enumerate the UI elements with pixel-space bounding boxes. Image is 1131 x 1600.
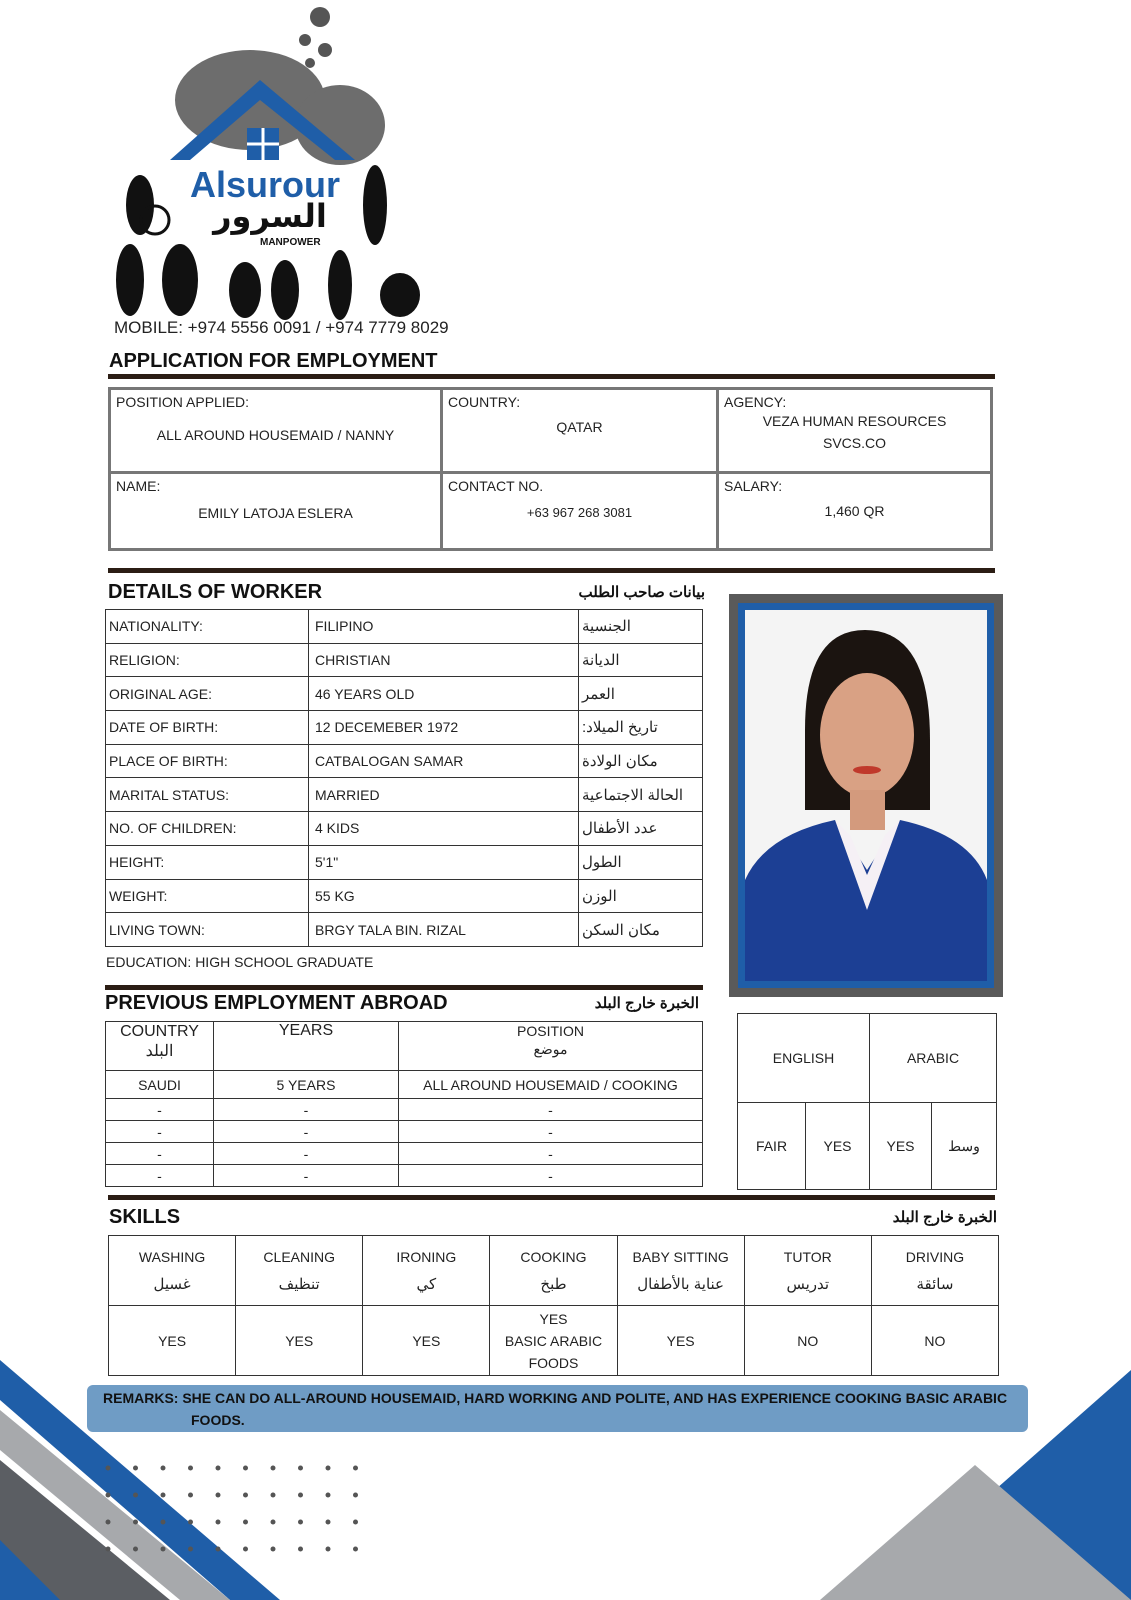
decor-dot: [133, 1547, 138, 1552]
skill-name-arabic: تنظيف: [278, 1275, 320, 1293]
svg-text:Alsurour: Alsurour: [190, 164, 341, 205]
svg-text:MANPOWER: MANPOWER: [260, 237, 321, 248]
decor-dot: [216, 1466, 221, 1471]
detail-value: 4 KIDS: [309, 812, 579, 846]
worker-photo: [729, 594, 1003, 997]
detail-value: FILIPINO: [309, 610, 579, 644]
divider: [108, 568, 995, 573]
employment-position: -: [399, 1165, 703, 1187]
header-position: POSITION: [517, 1023, 584, 1039]
decor-dot: [106, 1466, 111, 1471]
details-title-arabic: بيانات صاحب الطلب: [578, 584, 705, 601]
detail-arabic-label: الطول: [579, 845, 703, 879]
decor-dot: [106, 1493, 111, 1498]
previous-employment-title: PREVIOUS EMPLOYMENT ABROAD: [105, 992, 448, 1014]
header-country-arabic: البلد: [145, 1043, 174, 1060]
divider: [108, 1195, 995, 1200]
detail-row: [106, 643, 703, 677]
skills-table: [108, 1235, 999, 1376]
skills-title: SKILLS: [109, 1206, 181, 1228]
mobile-number: MOBILE: +974 5556 0091 / +974 7779 8029: [114, 318, 449, 337]
skill-name-arabic: غسيل: [153, 1275, 191, 1293]
detail-arabic-label: العمر: [579, 677, 703, 711]
employment-years: -: [214, 1165, 399, 1187]
skill-name: BABY SITTING: [632, 1248, 729, 1265]
employment-years: -: [214, 1099, 399, 1121]
skill-value: YES: [363, 1306, 490, 1376]
skill-name-arabic: عناية بالأطفال: [637, 1275, 724, 1293]
employment-row: [106, 1099, 703, 1121]
english-value: YES: [806, 1103, 870, 1190]
detail-value: 55 KG: [309, 879, 579, 913]
language-english: ENGLISH: [738, 1014, 870, 1103]
skill-value: YES BASIC ARABIC FOODS: [490, 1306, 617, 1376]
position-value: ALL AROUND HOUSEMAID / NANNY: [156, 427, 395, 443]
decor-dot: [161, 1547, 166, 1552]
decor-dot: [161, 1493, 166, 1498]
detail-label: NO. OF CHILDREN:: [106, 812, 309, 846]
skill-name: WASHING: [138, 1248, 206, 1265]
worker-details-table: [105, 609, 703, 947]
company-logo: [110, 5, 440, 320]
detail-row: [106, 812, 703, 846]
previous-employment-table: [105, 1021, 703, 1187]
detail-arabic-label: عدد الأطفال: [579, 812, 703, 846]
employment-row: [106, 1143, 703, 1165]
decor-dot: [326, 1547, 331, 1552]
detail-label: HEIGHT:: [106, 845, 309, 879]
agency-label: AGENCY:: [724, 394, 787, 410]
employment-position: -: [399, 1099, 703, 1121]
skill-value: NO: [744, 1306, 871, 1376]
detail-value: 12 DECEMEBER 1972: [309, 711, 579, 745]
detail-row: [106, 711, 703, 745]
detail-label: LIVING TOWN:: [106, 913, 309, 947]
header-years: YEARS: [278, 1022, 334, 1039]
skill-value: NO: [871, 1306, 998, 1376]
detail-value: 5'1": [309, 845, 579, 879]
decor-dot: [216, 1520, 221, 1525]
employment-position: -: [399, 1121, 703, 1143]
decor-dot: [188, 1547, 193, 1552]
skill-header: [744, 1236, 871, 1306]
detail-arabic-label: الديانة: [579, 643, 703, 677]
decor-dot: [326, 1466, 331, 1471]
agency-value: VEZA HUMAN RESOURCES SVCS.CO: [762, 413, 947, 451]
employment-row: [106, 1071, 703, 1099]
detail-row: [106, 845, 703, 879]
contact-label: CONTACT NO.: [448, 478, 544, 494]
salary-value: 1,460 QR: [824, 503, 885, 519]
decor-dot: [106, 1520, 111, 1525]
detail-row: [106, 778, 703, 812]
decor-dot: [271, 1547, 276, 1552]
country-value: QATAR: [556, 419, 603, 435]
detail-label: PLACE OF BIRTH:: [106, 744, 309, 778]
arabic-value: YES: [870, 1103, 932, 1190]
skill-header: [490, 1236, 617, 1306]
detail-arabic-label: مكان السكن: [579, 913, 703, 947]
skill-name-arabic: طبخ: [540, 1275, 567, 1293]
decor-dot: [298, 1547, 303, 1552]
decor-dot: [298, 1520, 303, 1525]
name-label: NAME:: [116, 478, 161, 494]
detail-label: ORIGINAL AGE:: [106, 677, 309, 711]
decor-dot: [353, 1547, 358, 1552]
detail-row: [106, 913, 703, 947]
employment-years: -: [214, 1143, 399, 1165]
salary-label: SALARY:: [724, 478, 783, 494]
detail-value: BRGY TALA BIN. RIZAL: [309, 913, 579, 947]
decor-dot: [216, 1493, 221, 1498]
decor-dot: [353, 1466, 358, 1471]
position-label: POSITION APPLIED:: [116, 394, 250, 410]
skill-header: [871, 1236, 998, 1306]
decor-dot: [298, 1466, 303, 1471]
details-title: DETAILS OF WORKER: [108, 581, 323, 603]
decor-dot: [188, 1493, 193, 1498]
page-title: APPLICATION FOR EMPLOYMENT: [109, 350, 438, 372]
decor-dot: [243, 1466, 248, 1471]
remarks: [87, 1385, 1028, 1432]
decor-dot: [133, 1466, 138, 1471]
detail-row: [106, 610, 703, 644]
detail-value: MARRIED: [309, 778, 579, 812]
header-position-arabic: موضع: [533, 1041, 568, 1057]
decor-dot: [133, 1520, 138, 1525]
arabic-level: وسط: [932, 1103, 997, 1190]
detail-arabic-label: الجنسية: [579, 610, 703, 644]
decor-dot: [353, 1493, 358, 1498]
detail-row: [106, 879, 703, 913]
contact-value: +63 967 268 3081: [526, 505, 633, 520]
svg-text:السرور: السرور: [213, 197, 327, 235]
employment-years: -: [214, 1121, 399, 1143]
decor-dot: [243, 1547, 248, 1552]
languages-table: [737, 1013, 997, 1190]
skills-title-arabic: الخبرة خارج البلد: [892, 1209, 997, 1226]
decor-dot: [161, 1520, 166, 1525]
detail-arabic-label: الوزن: [579, 879, 703, 913]
skill-name-arabic: سائقة: [916, 1275, 954, 1293]
country-label: COUNTRY:: [448, 394, 521, 410]
detail-label: MARITAL STATUS:: [106, 778, 309, 812]
detail-label: DATE OF BIRTH:: [106, 711, 309, 745]
name-value: EMILY LATOJA ESLERA: [198, 505, 353, 521]
detail-row: [106, 744, 703, 778]
skill-header: [363, 1236, 490, 1306]
decor-dot: [243, 1493, 248, 1498]
detail-label: RELIGION:: [106, 643, 309, 677]
detail-arabic-label: الحالة الاجتماعية: [579, 778, 703, 812]
header-country: COUNTRY: [120, 1023, 199, 1040]
employment-country: -: [106, 1121, 214, 1143]
decor-dot: [243, 1520, 248, 1525]
detail-row: [106, 677, 703, 711]
detail-label: NATIONALITY:: [106, 610, 309, 644]
decor-dot: [353, 1520, 358, 1525]
detail-arabic-label: تاريخ الميلاد:: [579, 711, 703, 745]
employment-years: 5 YEARS: [214, 1071, 399, 1099]
remarks-text: REMARKS: SHE CAN DO ALL-AROUND HOUSEMAID, HARD WORKING AND POLITE, AND HAS EXPERIENCE COOKING BASIC ARABIC FOODS.: [103, 1390, 1008, 1428]
detail-value: 46 YEARS OLD: [309, 677, 579, 711]
skill-value: YES: [109, 1306, 236, 1376]
decor-dot: [271, 1520, 276, 1525]
skill-name: CLEANING: [263, 1248, 335, 1265]
divider: [105, 985, 703, 990]
decor-dot: [216, 1547, 221, 1552]
skill-name-arabic: كي: [416, 1275, 437, 1293]
employment-position: ALL AROUND HOUSEMAID / COOKING: [399, 1071, 703, 1099]
detail-value: CHRISTIAN: [309, 643, 579, 677]
employment-country: -: [106, 1143, 214, 1165]
application-summary-table: [108, 387, 993, 551]
previous-employment-title-arabic: الخبرة خارج البلد: [594, 995, 699, 1012]
employment-row: [106, 1121, 703, 1143]
skill-name: TUTOR: [783, 1248, 832, 1265]
decor-dot: [106, 1547, 111, 1552]
skill-value: YES: [617, 1306, 744, 1376]
decor-dot: [298, 1493, 303, 1498]
detail-arabic-label: مكان الولادة: [579, 744, 703, 778]
skill-header: [617, 1236, 744, 1306]
divider: [108, 374, 995, 379]
detail-value: CATBALOGAN SAMAR: [309, 744, 579, 778]
education: EDUCATION: HIGH SCHOOL GRADUATE: [106, 954, 374, 970]
skill-name: COOKING: [520, 1248, 587, 1265]
language-arabic: ARABIC: [870, 1014, 997, 1103]
decor-dot: [271, 1493, 276, 1498]
detail-label: WEIGHT:: [106, 879, 309, 913]
employment-country: -: [106, 1099, 214, 1121]
decor-dot: [161, 1466, 166, 1471]
decor-dot: [326, 1493, 331, 1498]
employment-country: SAUDI: [106, 1071, 214, 1099]
employment-position: -: [399, 1143, 703, 1165]
decor-dot: [188, 1520, 193, 1525]
decor-dot: [326, 1520, 331, 1525]
skill-header: [236, 1236, 363, 1306]
skill-value: YES: [236, 1306, 363, 1376]
employment-row: [106, 1165, 703, 1187]
skill-name-arabic: تدريس: [786, 1275, 830, 1293]
skill-header: [109, 1236, 236, 1306]
english-level: FAIR: [738, 1103, 806, 1190]
decor-dot: [133, 1493, 138, 1498]
decor-dot: [188, 1466, 193, 1471]
skill-name: IRONING: [396, 1248, 457, 1265]
employment-country: -: [106, 1165, 214, 1187]
skill-name: DRIVING: [905, 1248, 965, 1265]
decor-dot: [271, 1466, 276, 1471]
